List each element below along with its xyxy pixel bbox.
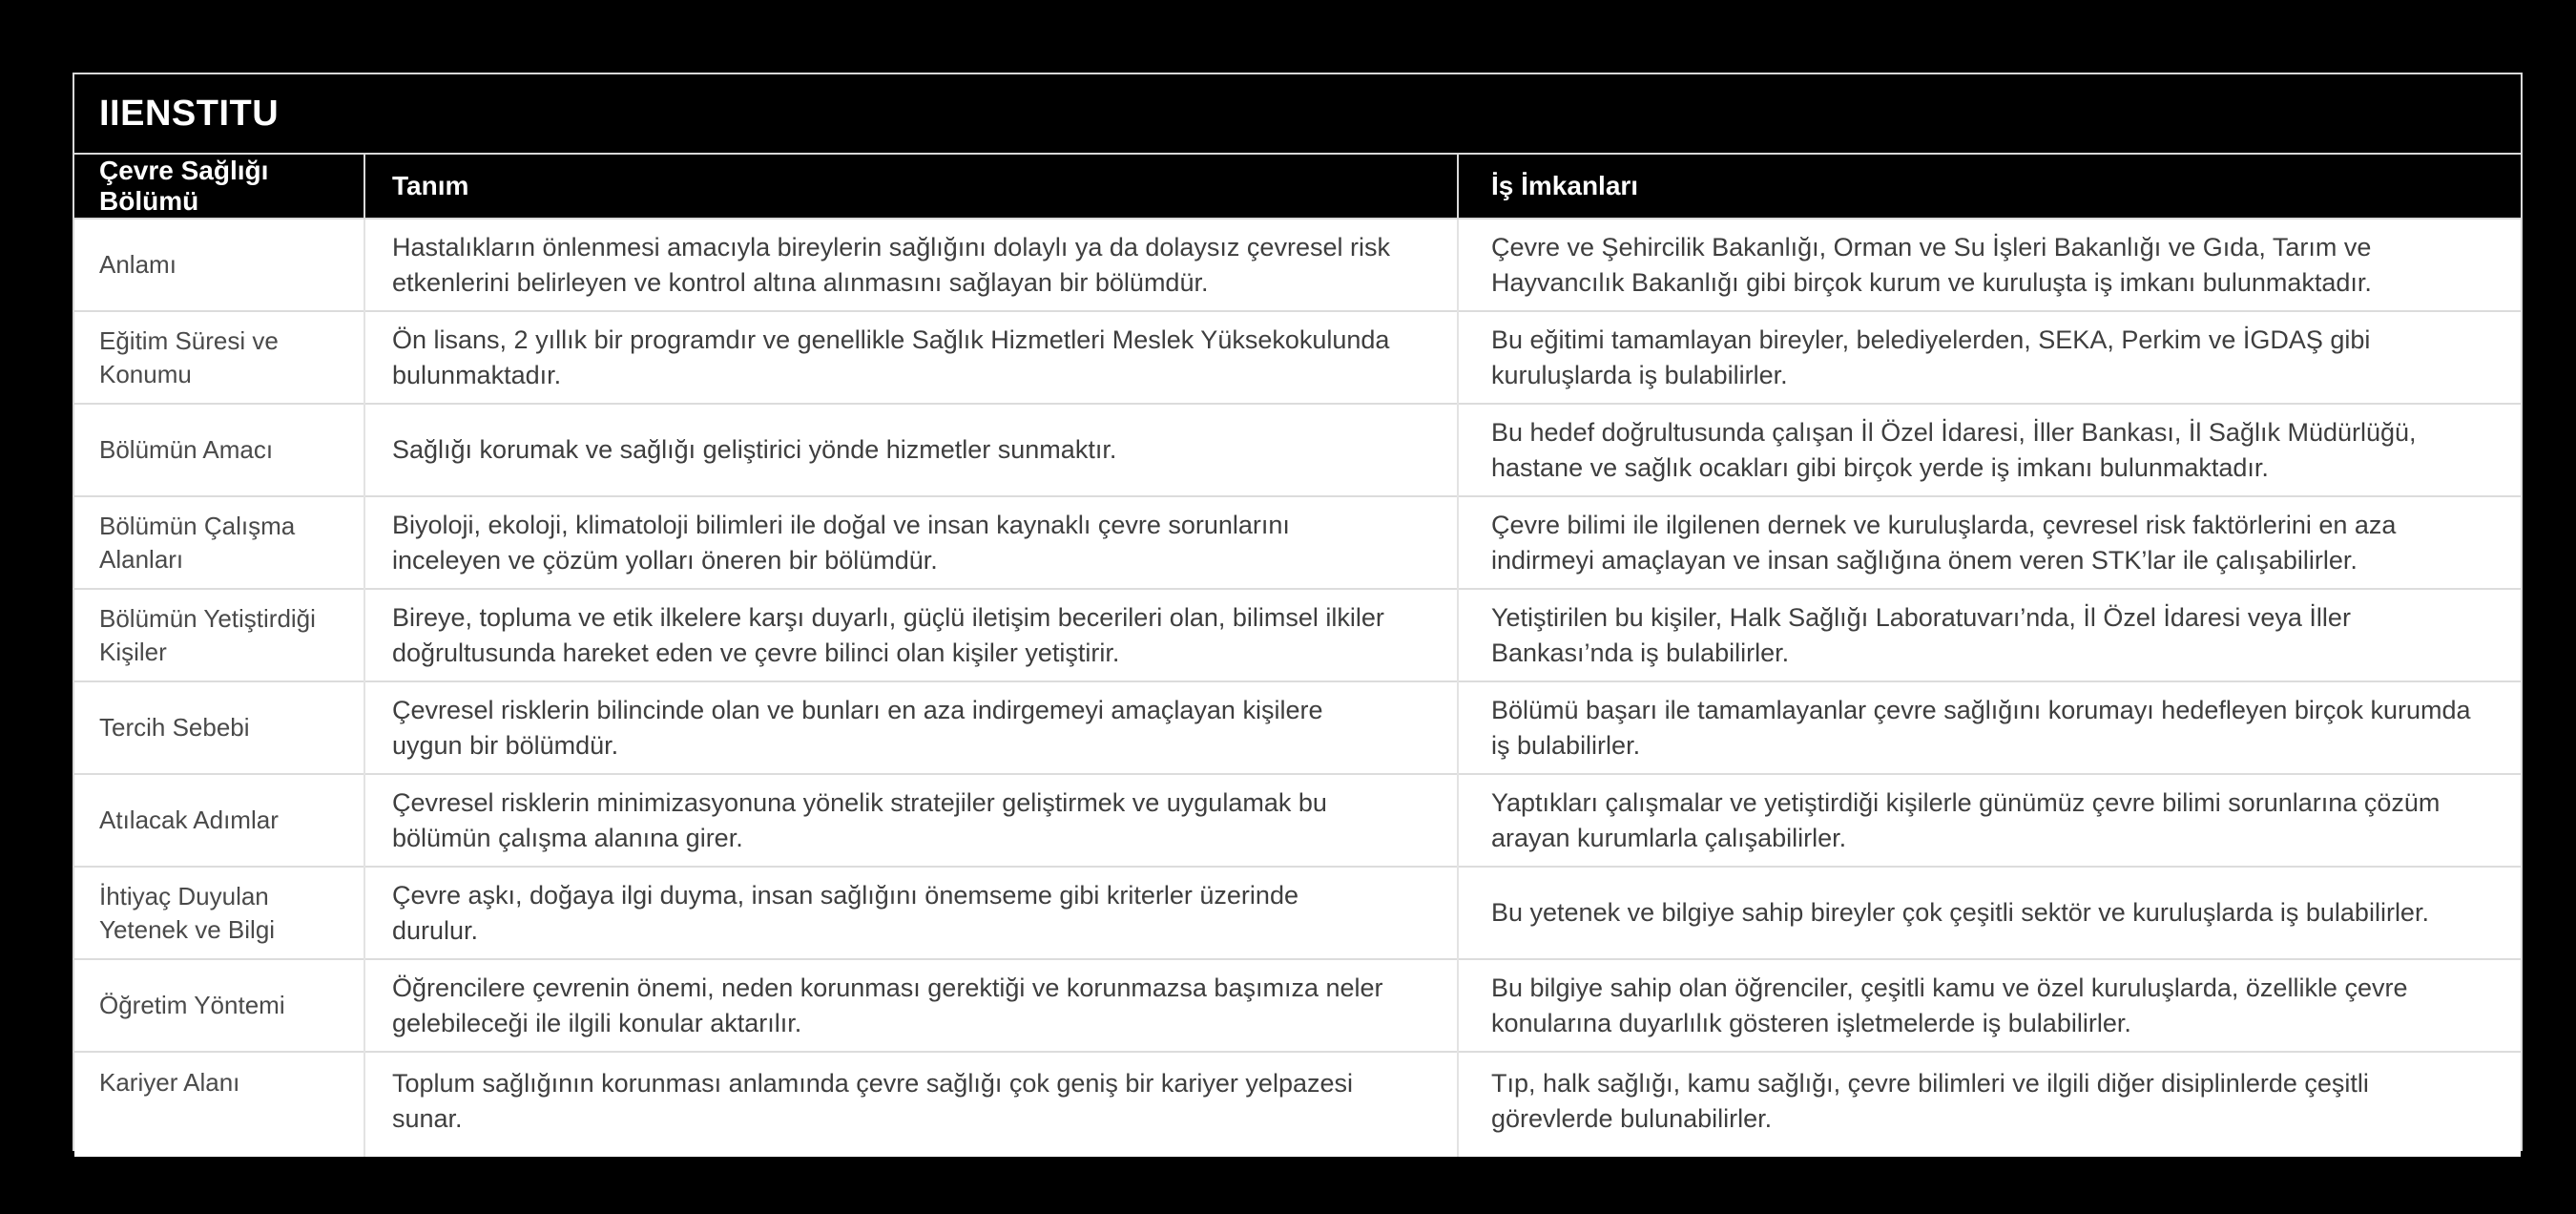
row-is-imkanlari: Bu hedef doğrultusunda çalışan İl Özel İdaresi, İller Bankası, İl Sağlık Müdürlüğü, hastane ve sağlık ocakları gibi birçok yerde iş imkanı bulunmaktadır. — [1458, 404, 2521, 496]
row-label: Atılacak Adımlar — [74, 774, 364, 867]
row-tanim: Çevresel risklerin bilincinde olan ve bunları en aza indirgemeyi amaçlayan kişilere uygun bir bölümdür. — [364, 681, 1458, 774]
card-title-bar — [74, 74, 2521, 155]
row-is-imkanlari: Bu eğitimi tamamlayan bireyler, belediyelerden, SEKA, Perkim ve İGDAŞ gibi kuruluşlarda iş bulabilirler. — [1458, 311, 2521, 404]
row-label: Anlamı — [74, 219, 364, 311]
row-tanim: Toplum sağlığının korunması anlamında çevre sağlığı çok geniş bir kariyer yelpazesi sunar. — [364, 1052, 1458, 1157]
row-label: Bölümün Amacı — [74, 404, 364, 496]
row-is-imkanlari: Tıp, halk sağlığı, kamu sağlığı, çevre bilimleri ve ilgili diğer disiplinlerde çeşitli görevlerde bulunabilirler. — [1458, 1052, 2521, 1157]
content-card — [73, 73, 2523, 1151]
row-is-imkanlari: Yaptıkları çalışmalar ve yetiştirdiği kişilerle günümüz çevre bilimi sorunlarına çözüm arayan kurumlarla çalışabilirler. — [1458, 774, 2521, 867]
row-is-imkanlari: Bu bilgiye sahip olan öğrenciler, çeşitli kamu ve özel kuruluşlarda, özellikle çevre konularına duyarlılık gösteren işletmelerde iş bulabilirler. — [1458, 959, 2521, 1052]
row-tanim: Bireye, topluma ve etik ilkelere karşı duyarlı, güçlü iletişim becerileri olan, bilimsel ilkiler doğrultusunda hareket eden ve çevre bilinci olan kişiler yetiştirir. — [364, 589, 1458, 681]
row-is-imkanlari: Bölümü başarı ile tamamlayanlar çevre sağlığını korumayı hedefleyen birçok kurumda iş bulabilirler. — [1458, 681, 2521, 774]
table-row — [74, 496, 2521, 589]
row-tanim: Çevresel risklerin minimizasyonuna yönelik stratejiler geliştirmek ve uygulamak bu bölümün çalışma alanına girer. — [364, 774, 1458, 867]
row-label: Tercih Sebebi — [74, 681, 364, 774]
row-label: Eğitim Süresi ve Konumu — [74, 311, 364, 404]
row-tanim: Öğrencilere çevrenin önemi, neden korunması gerektiği ve korunmazsa başımıza neler gelebileceği ile ilgili konular aktarılır. — [364, 959, 1458, 1052]
row-tanim: Ön lisans, 2 yıllık bir programdır ve genellikle Sağlık Hizmetleri Meslek Yüksekokulunda bulunmaktadır. — [364, 311, 1458, 404]
column-header-is-imkanlari: İş İmkanları — [1458, 155, 2521, 219]
row-label: İhtiyaç Duyulan Yetenek ve Bilgi — [74, 867, 364, 959]
table-row — [74, 959, 2521, 1052]
row-is-imkanlari: Bu yetenek ve bilgiye sahip bireyler çok çeşitli sektör ve kuruluşlarda iş bulabilirler. — [1458, 867, 2521, 959]
table-row — [74, 404, 2521, 496]
table-row — [74, 867, 2521, 959]
table-row — [74, 219, 2521, 311]
row-tanim: Hastalıkların önlenmesi amacıyla bireylerin sağlığını dolaylı ya da dolaysız çevresel risk etkenlerini belirleyen ve kontrol altına alınmasını sağlayan bir bölümdür. — [364, 219, 1458, 311]
row-tanim: Sağlığı korumak ve sağlığı geliştirici yönde hizmetler sunmaktır. — [364, 404, 1458, 496]
header-row — [74, 155, 2521, 219]
table-row — [74, 589, 2521, 681]
table-row — [74, 774, 2521, 867]
column-header-bolum: Çevre Sağlığı Bölümü — [74, 155, 364, 219]
row-label: Öğretim Yöntemi — [74, 959, 364, 1052]
info-table — [74, 155, 2521, 1157]
column-header-tanim: Tanım — [364, 155, 1458, 219]
table-row — [74, 1052, 2521, 1157]
row-is-imkanlari: Çevre ve Şehircilik Bakanlığı, Orman ve Su İşleri Bakanlığı ve Gıda, Tarım ve Hayvancılık Bakanlığı gibi birçok kurum ve kuruluşta iş imkanı bulunmaktadır. — [1458, 219, 2521, 311]
row-is-imkanlari: Yetiştirilen bu kişiler, Halk Sağlığı Laboratuvarı’nda, İl Özel İdaresi veya İller Bankası’nda iş bulabilirler. — [1458, 589, 2521, 681]
table-row — [74, 311, 2521, 404]
row-label: Bölümün Yetiştirdiği Kişiler — [74, 589, 364, 681]
table-header — [74, 155, 2521, 219]
table-body — [74, 219, 2521, 1157]
row-label: Bölümün Çalışma Alanları — [74, 496, 364, 589]
page-title: IIENSTITU — [99, 93, 280, 134]
row-is-imkanlari: Çevre bilimi ile ilgilenen dernek ve kuruluşlarda, çevresel risk faktörlerini en aza indirmeyi amaçlayan ve insan sağlığına önem veren STK’lar ile çalışabilirler. — [1458, 496, 2521, 589]
row-tanim: Çevre aşkı, doğaya ilgi duyma, insan sağlığını önemseme gibi kriterler üzerinde durulur. — [364, 867, 1458, 959]
row-tanim: Biyoloji, ekoloji, klimatoloji bilimleri ile doğal ve insan kaynaklı çevre sorunlarını inceleyen ve çözüm yolları öneren bir bölümdür. — [364, 496, 1458, 589]
row-label: Kariyer Alanı — [74, 1052, 364, 1157]
table-row — [74, 681, 2521, 774]
